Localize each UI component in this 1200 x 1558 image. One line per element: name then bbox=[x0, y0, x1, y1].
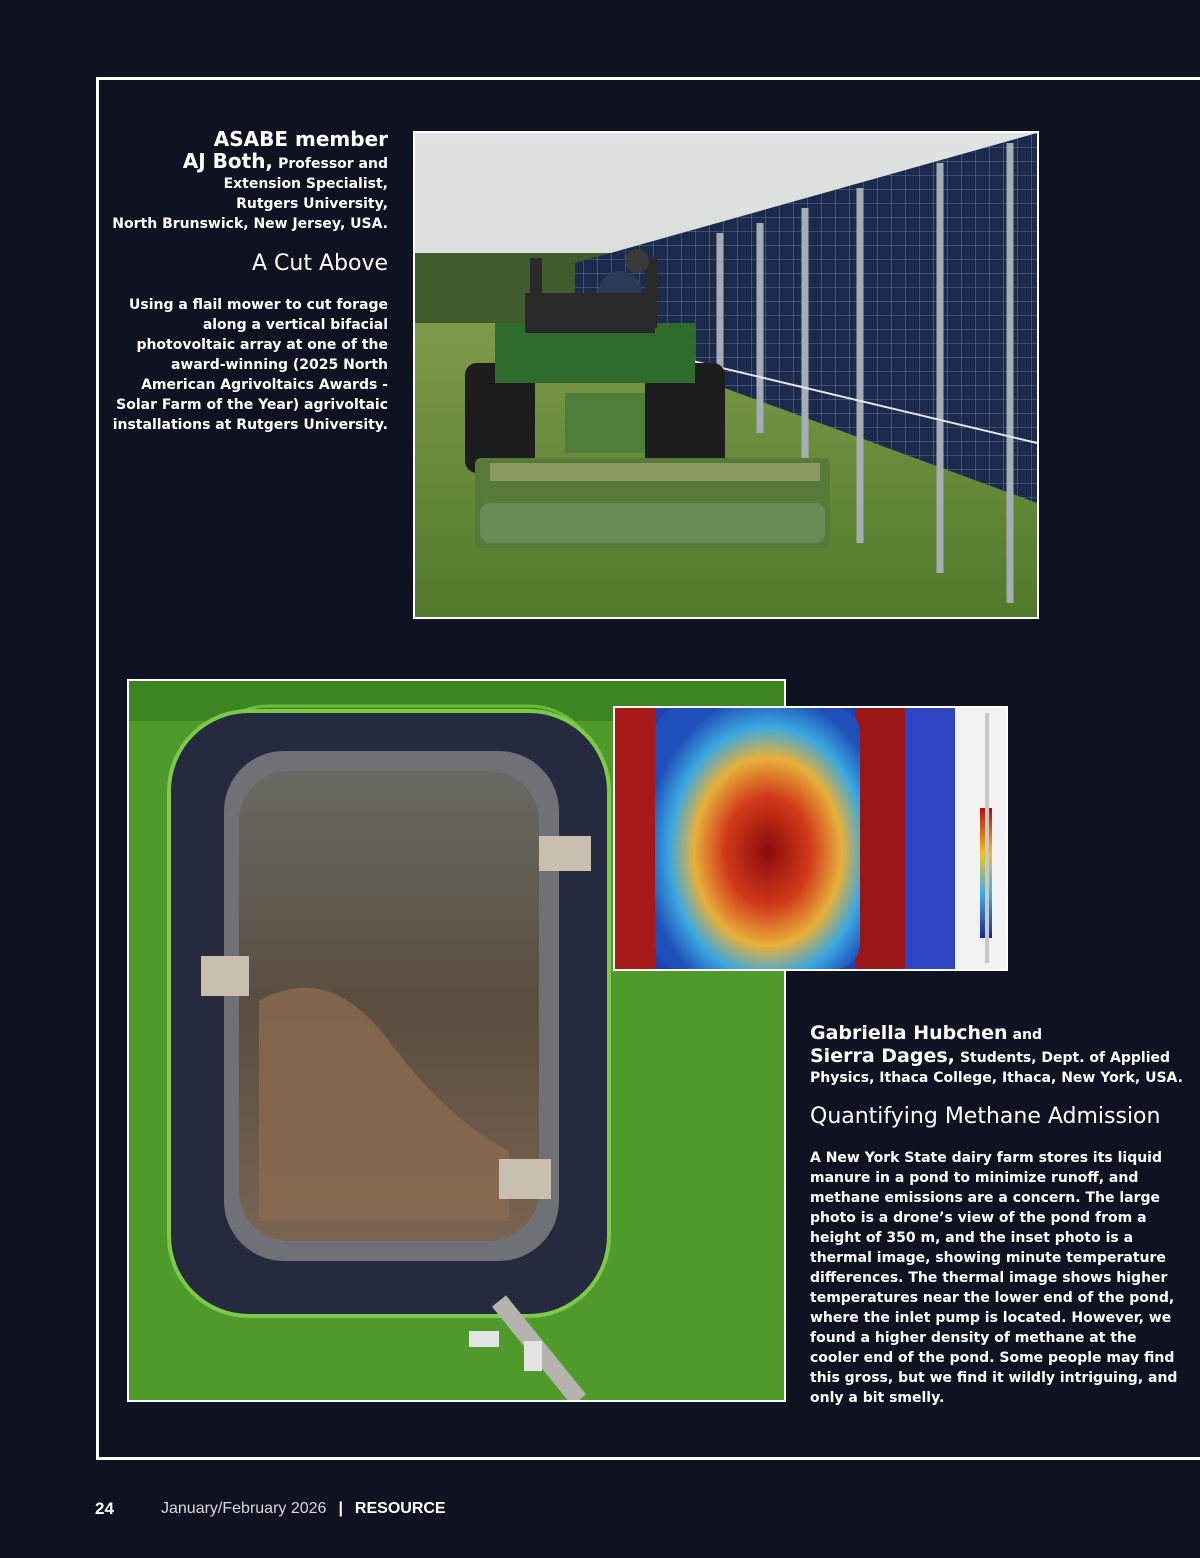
article-caption-2: A New York State dairy farm stores its liquid manure in a pond to minimize runoff, and methane emissions are a concern. The large photo is a drone’s view of the pond from a height of 350 m, and the inset photo is a thermal image, showing minute temperature differences. The thermal image shows higher temperatures near the lower end of the pond, where the inlet pump is located. However, we found a higher density of methane at the cooler end of the pond. Some people may find this gross, but we find it wildly intriguing, and only a bit smelly. bbox=[810, 1150, 1178, 1406]
credit-role: Professor and bbox=[278, 156, 388, 172]
credit-line: Rutgers University, bbox=[236, 196, 388, 212]
page-footer bbox=[95, 1498, 446, 1520]
credit-block-2 bbox=[810, 1022, 1190, 1088]
issue-date: January/February 2026 bbox=[161, 1500, 327, 1517]
magazine-name: RESOURCE bbox=[354, 1500, 446, 1517]
credit-line: Extension Specialist, bbox=[223, 176, 388, 192]
article-title-2: Quantifying Methane Admission bbox=[810, 1104, 1161, 1129]
credit-role: Students, Dept. of Applied bbox=[959, 1050, 1171, 1066]
mower-photo bbox=[413, 131, 1039, 619]
thermal-inset-photo bbox=[613, 706, 1008, 971]
credit-conjunction: and bbox=[1012, 1027, 1043, 1043]
credit-block-1 bbox=[110, 128, 388, 234]
credit-line: North Brunswick, New Jersey, USA. bbox=[112, 216, 388, 232]
article-caption-1: Using a flail mower to cut forage along a vertical bifacial photovoltaic array at one of the award-winning (2025 North American Agrivoltaics Awards - Solar Farm of the Year) agrivoltaic installations at Rutgers University. bbox=[112, 297, 388, 433]
page-number: 24 bbox=[95, 1499, 114, 1518]
credit-affiliation: Physics, Ithaca College, Ithaca, New York, USA. bbox=[810, 1070, 1183, 1086]
footer-separator: | bbox=[338, 1500, 343, 1517]
credit-name: Gabriella Hubchen bbox=[810, 1022, 1008, 1044]
article-title-1: A Cut Above bbox=[252, 251, 388, 276]
credit-membership: ASABE member bbox=[213, 127, 388, 151]
credit-name: Sierra Dages, bbox=[810, 1045, 955, 1067]
credit-name: AJ Both, bbox=[182, 149, 274, 173]
